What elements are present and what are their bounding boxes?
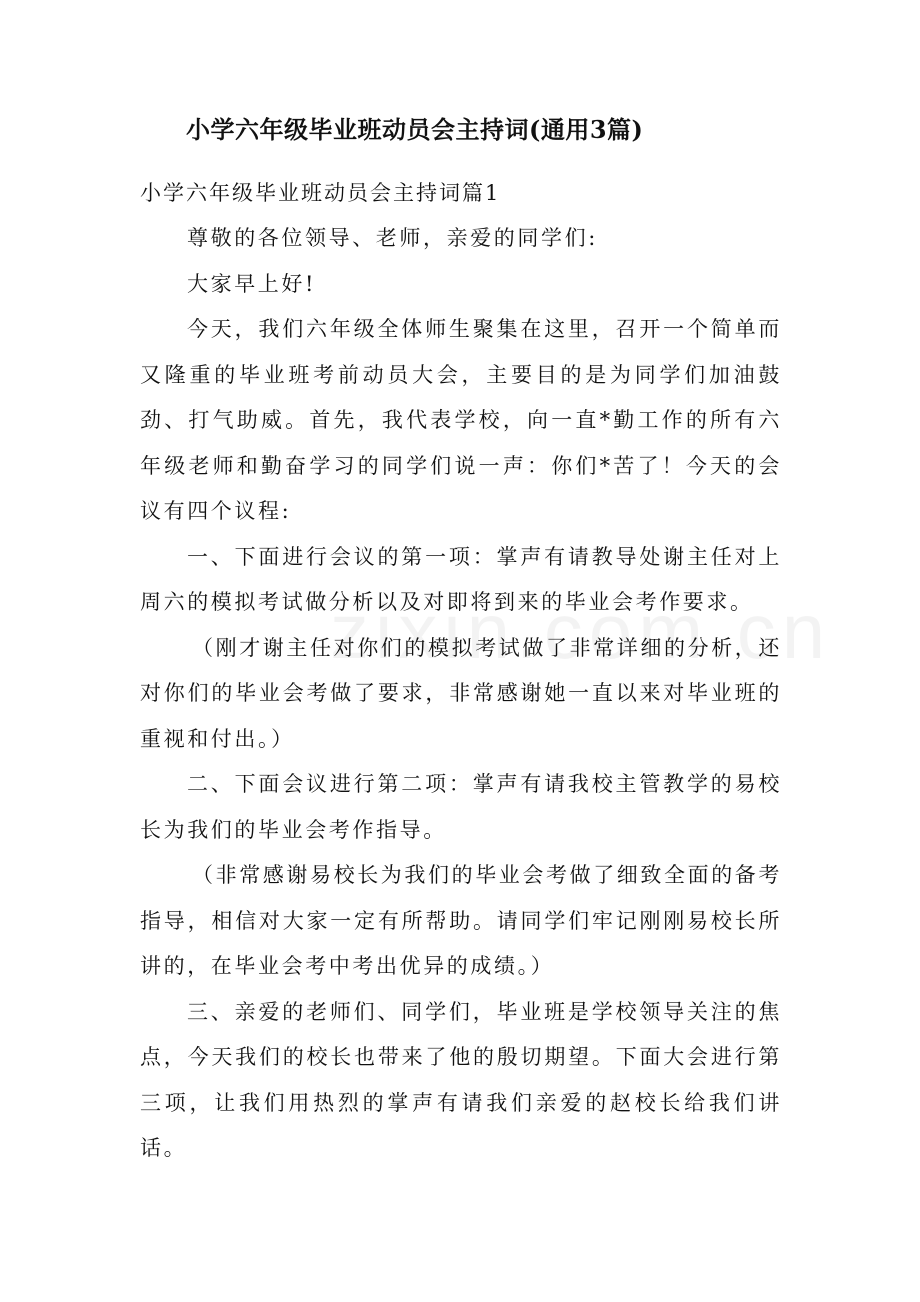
paragraph-agenda-item-2: 二、下面会议进行第二项：掌声有请我校主管教学的易校长为我们的毕业会考作指导。 <box>140 772 782 842</box>
paragraph-agenda-note-1: （刚才谢主任对你们的模拟考试做了非常详细的分析，还对你们的毕业会考做了要求，非常感谢她一直以来对毕业班的重视和付出。） <box>140 635 782 751</box>
paragraph-agenda-item-1: 一、下面进行会议的第一项：掌声有请教导处谢主任对上周六的模拟考试做分析以及对即将到来的毕业会考作要求。 <box>140 544 782 614</box>
paragraph-opening: 今天，我们六年级全体师生聚集在这里，召开一个简单而又隆重的毕业班考前动员大会，主要目的是为同学们加油鼓劲、打气助威。首先，我代表学校，向一直*勤工作的所有六年级老师和勤奋学习的同学们说一声：你们*苦了！今天的会议有四个议程: <box>140 317 782 523</box>
paragraph-greeting: 大家早上好! <box>187 271 317 296</box>
document-title: 小学六年级毕业班动员会主持词(通用3篇) <box>186 115 644 144</box>
paragraph-salutation: 尊敬的各位领导、老师，亲爱的同学们: <box>187 226 598 250</box>
section-heading: 小学六年级毕业班动员会主持词篇1 <box>140 181 501 205</box>
paragraph-agenda-item-3: 三、亲爱的老师们、同学们，毕业班是学校领导关注的焦点，今天我们的校长也带来了他的殷切期望。下面大会进行第三项，让我们用热烈的掌声有请我们亲爱的赵校长给我们讲话。 <box>140 999 782 1160</box>
paragraph-agenda-note-2: （非常感谢易校长为我们的毕业会考做了细致全面的备考指导，相信对大家一定有所帮助。请同学们牢记刚刚易校长所讲的，在毕业会考中考出优异的成绩。） <box>140 863 782 978</box>
